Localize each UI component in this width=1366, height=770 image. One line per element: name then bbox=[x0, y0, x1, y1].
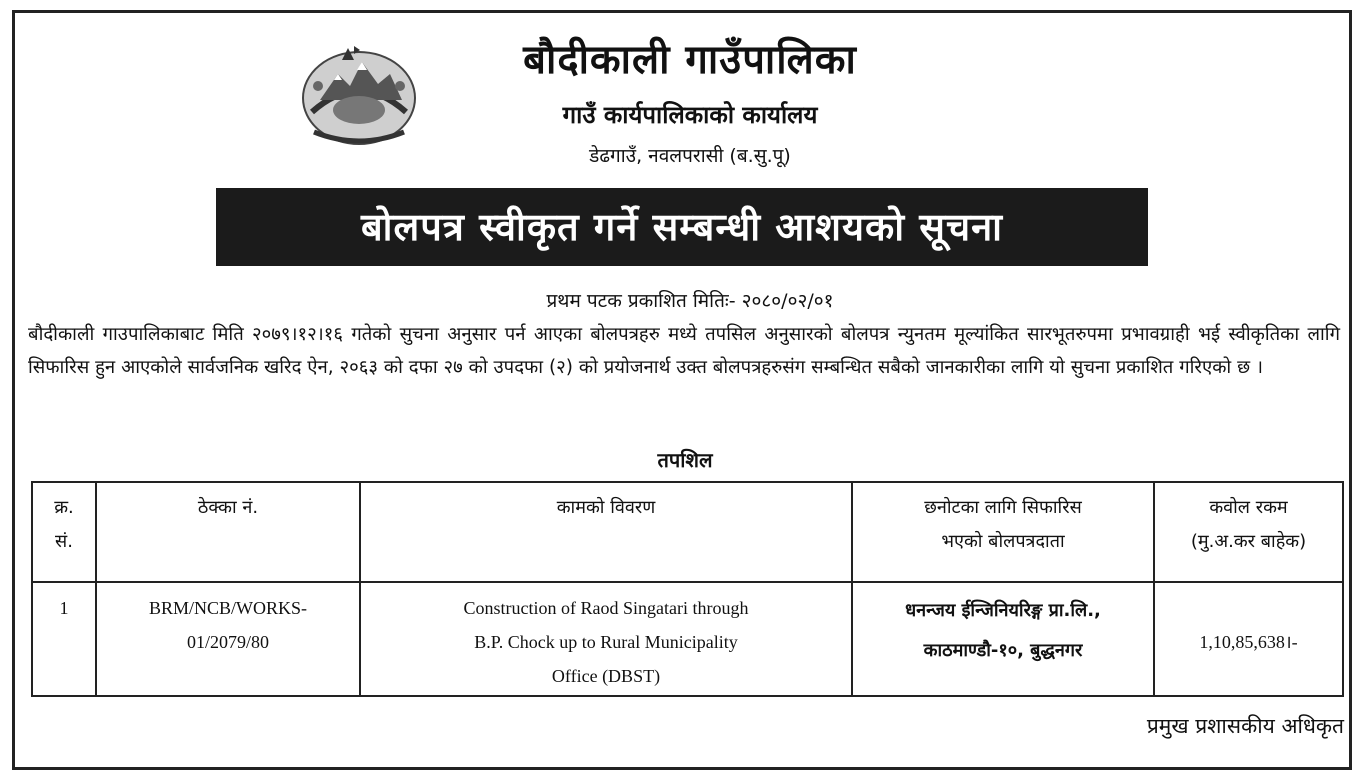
cell-amount: 1,10,85,638।- bbox=[1154, 582, 1343, 696]
bidder-line2: काठमाण्डौ-१०, बुद्धनगर bbox=[923, 640, 1083, 661]
contract-no-line1: BRM/NCB/WORKS- bbox=[148, 598, 308, 618]
notice-banner: बोलपत्र स्वीकृत गर्ने सम्बन्धी आशयको सूचना bbox=[216, 188, 1148, 266]
office-subtitle: गाउँ कार्यपालिकाको कार्यालय bbox=[562, 101, 818, 129]
table-row bbox=[32, 582, 1343, 696]
bidder-line1: धनन्जय ईन्जिनियरिङ्ग प्रा.लि., bbox=[905, 600, 1101, 621]
cell-sn: 1 bbox=[32, 582, 96, 696]
header-amount bbox=[1154, 482, 1343, 582]
header-description: कामको विवरण bbox=[360, 482, 852, 582]
award-table bbox=[31, 481, 1344, 697]
header-bidder bbox=[852, 482, 1154, 582]
header-contract-no: ठेक्का नं. bbox=[96, 482, 360, 582]
description-line2: B.P. Chock up to Rural Municipality bbox=[474, 632, 738, 652]
publication-date: प्रथम पटक प्रकाशित मितिः- २०८०/०२/०१ bbox=[546, 290, 834, 312]
table-header-row bbox=[32, 482, 1343, 582]
header-bidder-line1: छनोटका लागि सिफारिस bbox=[924, 497, 1082, 518]
cell-description bbox=[360, 582, 852, 696]
header-sn-line1: क्र. bbox=[54, 497, 74, 518]
header-bidder-line2: भएको बोलपत्रदाता bbox=[941, 531, 1065, 552]
description-line1: Construction of Raod Singatari through bbox=[463, 598, 749, 618]
contract-no-line2: 01/2079/80 bbox=[186, 632, 269, 652]
header-amount-line2: (मु.अ.कर बाहेक) bbox=[1190, 531, 1307, 552]
cell-bidder bbox=[852, 582, 1154, 696]
notice-body: बौदीकाली गाउपालिकाबाट मिति २०७९।१२।१६ गतेको सुचना अनुसार पर्न आएका बोलपत्रहरु मध्ये तपसिल अनुसारको बोलपत्र न्युनतम मूल्यांकित सारभूतरुपमा प्रभावग्राही भई स्वीकृतिका लागि सिफारिस हुन आएकोले सार्वजनिक खरिद ऐन, २०६३ को दफा २७ को उपदफा (२) को प्रयोजनार्थ उक्त बोलपत्रहरुसंग सम्बन्धित सबैको जानकारीका लागि यो सुचना प्रकाशित गरिएको छ । bbox=[28, 324, 1340, 378]
header-sn-line2: सं. bbox=[55, 531, 73, 552]
table-caption: तपशिल bbox=[657, 448, 713, 472]
cell-contract-no bbox=[96, 582, 360, 696]
municipality-title: बौदीकाली गाउँपालिका bbox=[523, 37, 857, 83]
header-sn bbox=[32, 482, 96, 582]
description-line3: Office (DBST) bbox=[551, 666, 661, 686]
header-amount-line1: कवोल रकम bbox=[1209, 497, 1288, 518]
signatory: प्रमुख प्रशासकीय अधिकृत bbox=[1146, 714, 1344, 738]
office-address: डेढगाउँ, नवलपरासी (ब.सु.पू) bbox=[589, 145, 791, 167]
